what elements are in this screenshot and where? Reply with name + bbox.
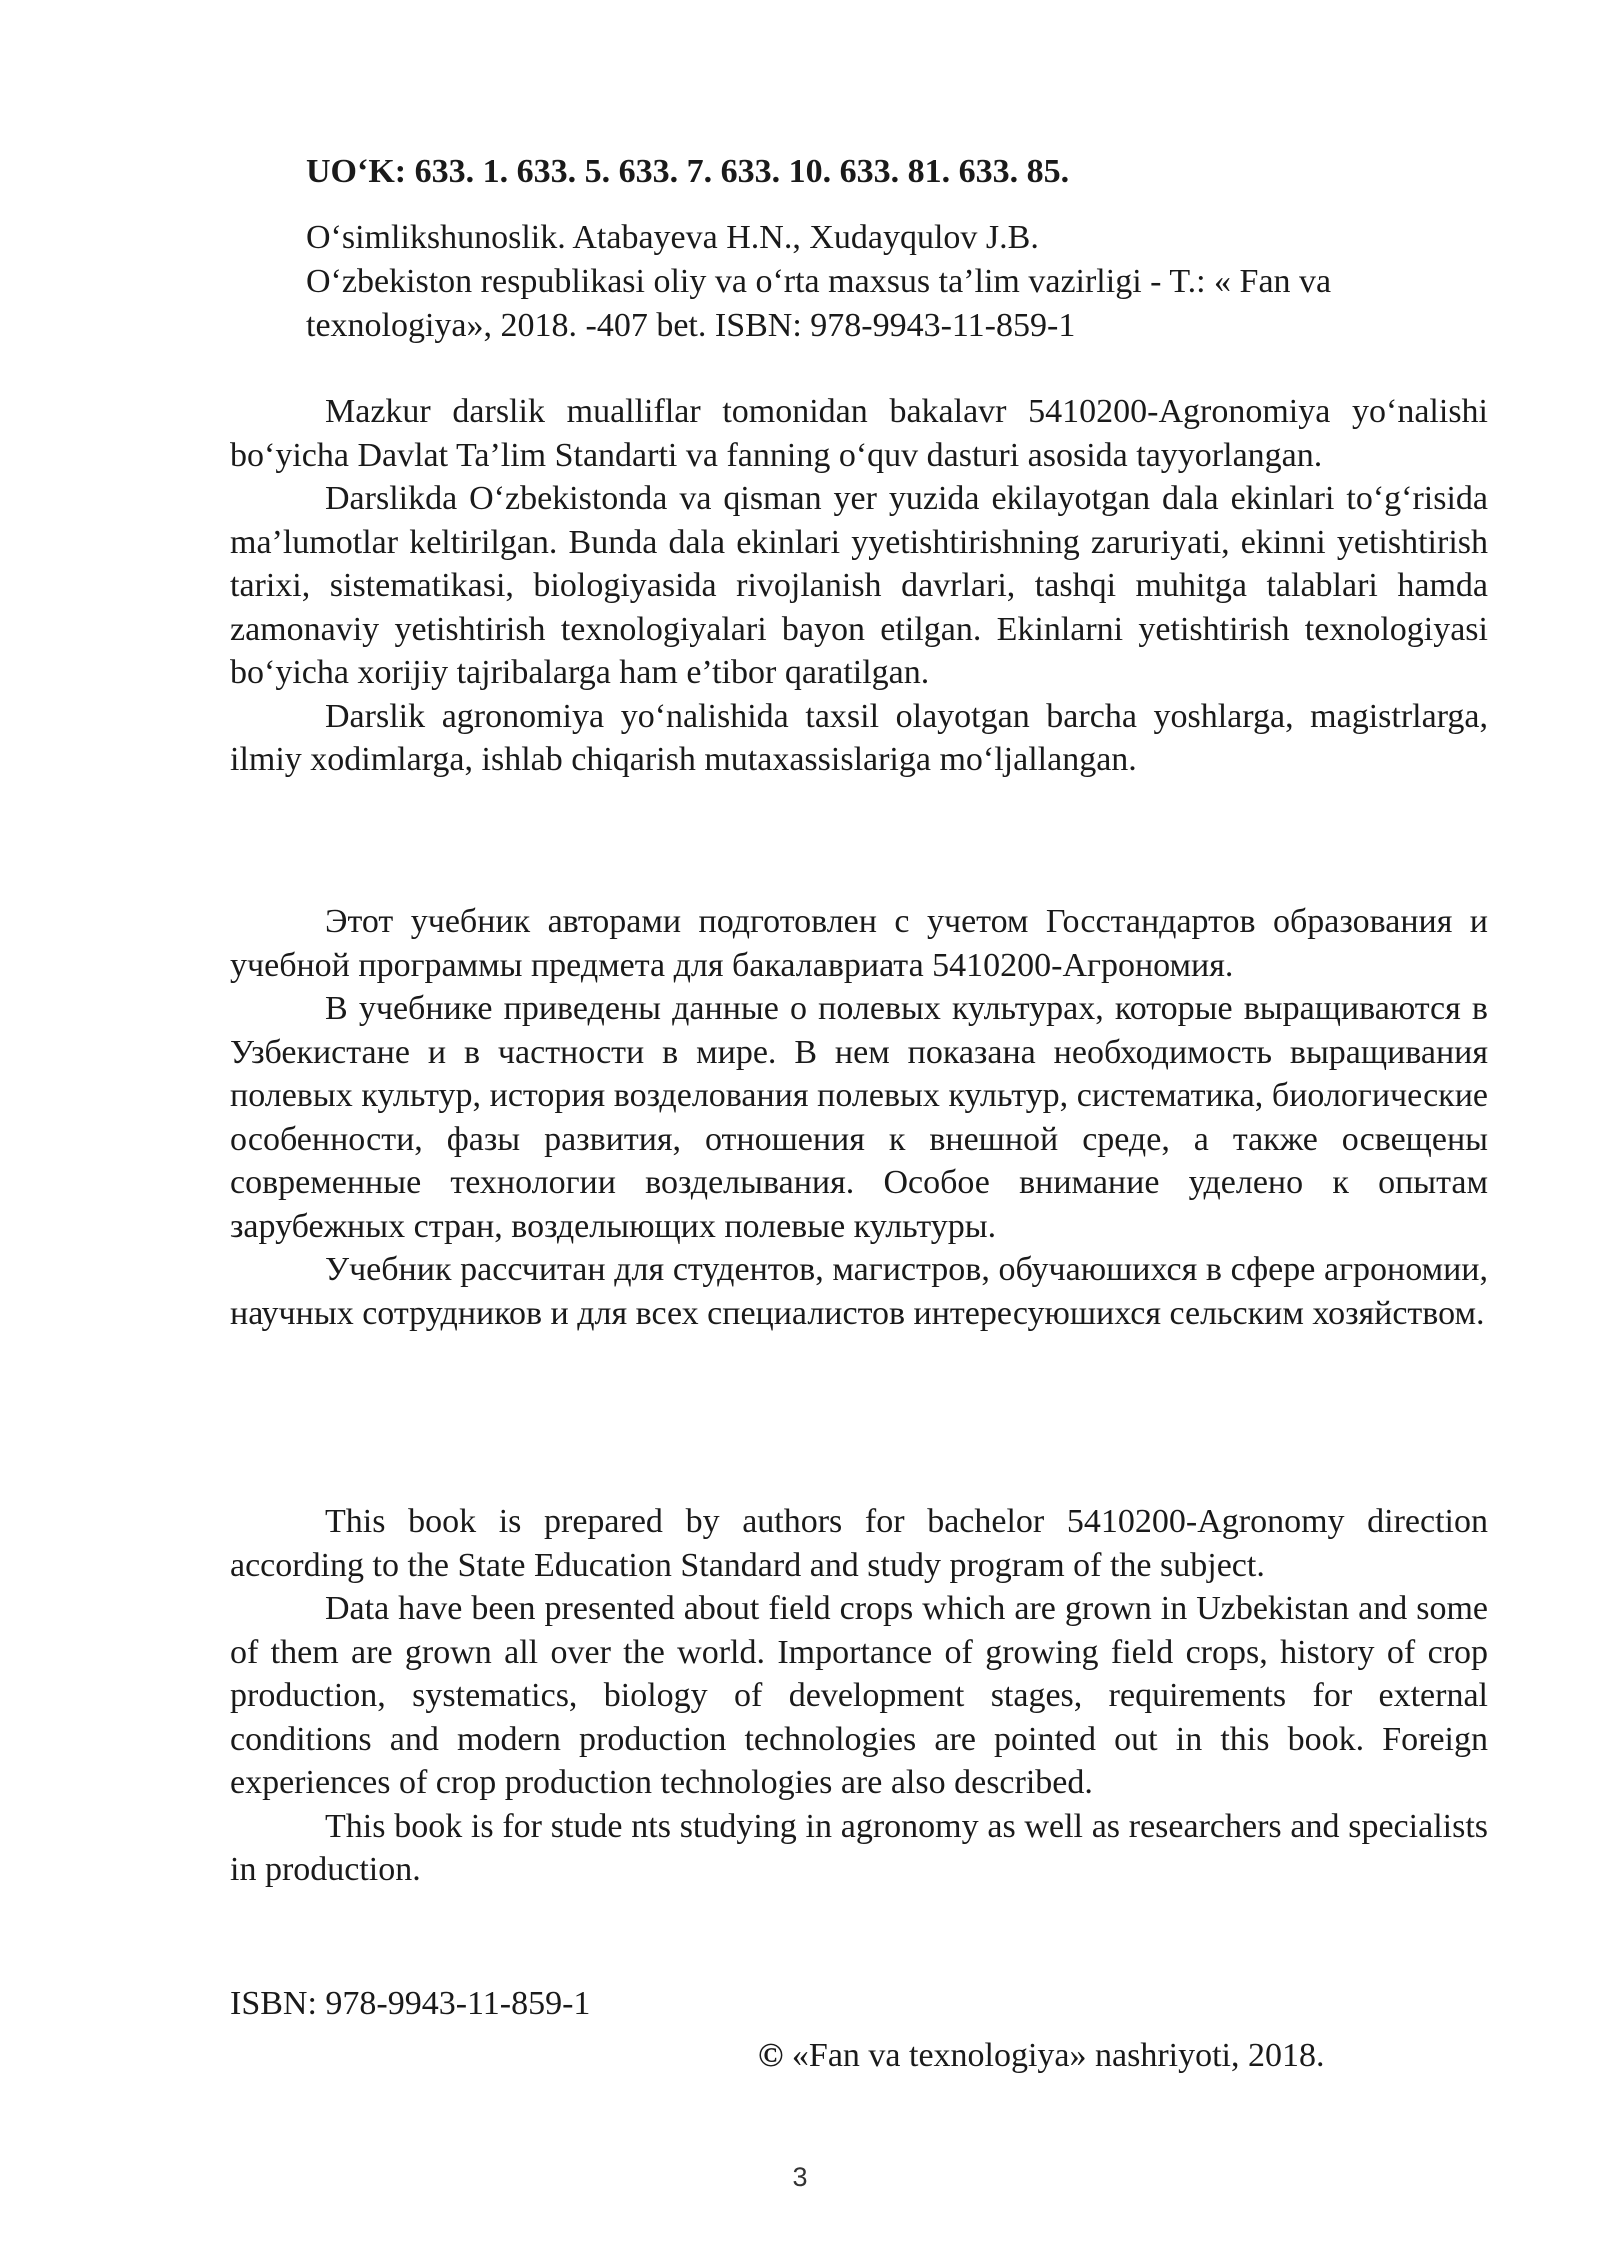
udk-classification: UO‘K: 633. 1. 633. 5. 633. 7. 633. 10. 633. 81. 633. 85. [306, 153, 1070, 190]
copyright-symbol: © [758, 2037, 784, 2074]
page-number: 3 [792, 2162, 808, 2192]
biblio-line-title-authors: O‘simlikshunoslik. Atabayeva H.N., Xudayqulov J.B. [306, 219, 1039, 256]
isbn-number: ISBN: 978-9943-11-859-1 [230, 1985, 591, 2022]
abstract-ru-paragraph: Этот учебник авторами подготовлен с учетом Госстандартов образования и учебной программы предмета для бакалавриата 5410200-Агрономия. [230, 903, 1488, 984]
copyright-text: «Fan va texnologiya» nashriyoti, 2018. [791, 2037, 1325, 2074]
abstract-en-paragraph: This book is prepared by authors for bachelor 5410200-Agronomy direction according to the State Education Standard and study program of the subject. [230, 1503, 1488, 1584]
biblio-line-publisher: O‘zbekiston respublikasi oliy va o‘rta maxsus ta’lim vazirligi - T.: « Fan va [306, 263, 1332, 300]
biblio-line-year-isbn: texnologiya», 2018. -407 bet. ISBN: 978-9943-11-859-1 [306, 307, 1076, 344]
abstract-en-paragraph: Data have been presented about field crops which are grown in Uzbekistan and some of them are grown all over the world. Importance of growing field crops, history of crop production, systematics, biology of development stages, requirements for external conditions and modern production technologies are pointed out in this book. Foreign experiences of crop production technologies are also described. [230, 1590, 1488, 1801]
bibliographic-description [306, 216, 1486, 348]
abstract-uzbek [230, 390, 1488, 782]
abstract-ru-paragraph: В учебнике приведены данные о полевых культурах, которые выращиваются в Узбекистане и в частности в мире. В нем показана необходимость выращивания полевых культур, история возделования полевых культур, систематика, биологические особенности, фазы развития, отношения к внешной среде, а также освещены современные технологии возделывания. Особое внимание уделено к опытам зарубежных стран, возделыющих полевые культуры. [230, 990, 1488, 1245]
copyright-notice [758, 2034, 1325, 2078]
abstract-english [230, 1500, 1488, 1892]
abstract-en-paragraph: This book is for stude nts studying in agronomy as well as researchers and specialists in production. [230, 1807, 1488, 1888]
abstract-russian [230, 900, 1488, 1335]
abstract-uz-paragraph: Darslikda O‘zbekistonda va qisman yer yuzida ekilayotgan dala ekinlari to‘g‘risida ma’lumotlar keltirilgan. Bunda dala ekinlari yyetishtirishning zaruriyati, ekinni yetishtirish tarixi, sistematikasi, biologiyasida rivojlanish davrlari, tashqi muhitga talablari hamda zamonaviy yetishtirish texnologiyalari bayon etilgan. Ekinlarni yetishtirish texnologiyasi bo‘yicha xorijiy tajribalarga ham e’tibor qaratilgan. [230, 480, 1488, 691]
abstract-uz-paragraph: Darslik agronomiya yo‘nalishida taxsil olayotgan barcha yoshlarga, magistrlarga, ilmiy xodimlarga, ishlab chiqarish mutaxassislariga mo‘ljallangan. [230, 697, 1488, 778]
abstract-ru-paragraph: Учебник рассчитан для студентов, магистров, обучаюшихся в сфере агрономии, научных сотрудников и для всех специалистов интересуюшихся сельским хозяйством. [230, 1251, 1488, 1332]
abstract-uz-paragraph: Mazkur darslik mualliflar tomonidan bakalavr 5410200-Agronomiya yo‘nalishi bo‘yicha Davlat Ta’lim Standarti va fanning o‘quv dasturi asosida tayyorlangan. [230, 393, 1488, 474]
